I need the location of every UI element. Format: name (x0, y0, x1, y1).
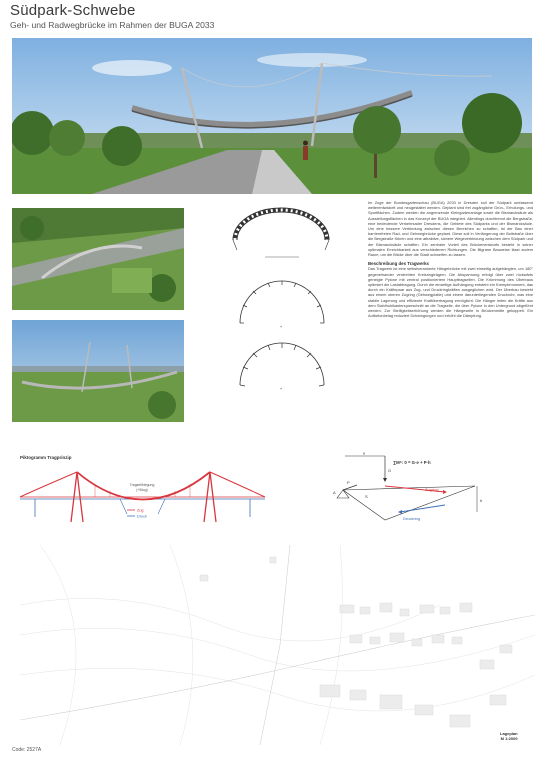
svg-text:+: + (279, 386, 283, 391)
svg-text:+: + (279, 324, 283, 329)
label-g: G (388, 468, 392, 473)
page-title: Südpark-Schwebe (10, 2, 136, 19)
legend-druck: Druck (137, 514, 147, 519)
label-sa: S (365, 494, 368, 499)
label-a: A (333, 490, 336, 495)
entry-code: Code: 2527A (12, 747, 42, 753)
intro-paragraph: Im Zuge der Bundesgartenschau (BUGA) 2033 in Dresden soll der Südpark umfassend weiterentwickelt und neugestaltet werden. Geplant sind frei zugängliche Grün-, Erholungs- und Sportflächen. Zudem werden die angrenzende Kleingartenanlage sowie die Bismarcksäule als Ausstellungsflächen in das Konzept der BUGA integriert. Allerdings durchtrennt die Bergstraße, eine bedeutende Verkehrsader Dresdens, die Gebiete des Südparks und der Bismarcksäule. Um eine bessere Verbindung zwischen diesen Bereichen zu schaffen, ist der Bau einer barrierefreien Rad- und Gehwegbrücke geplant. Diese soll in Verlängerung der Boltstraße über die Bergstraße führen und eine attraktive, sichere Wegeverbindung zwischen dem Südpark und der Bismarcksäule schaffen. Ein zentraler Vorteil des Brückenentwurfs besteht in seiner optimalen Erreichbarkeit aus verschiedenen Richtungen. Die filigrane Bauweise lässt zudem Raum, um die Blicke über die Stadt schweifen zu lassen. (368, 200, 533, 258)
structure-heading: Beschreibung des Tragwerks (368, 261, 430, 267)
moment-equation: ∑Mᴬ: 0 = G·e + P·h (393, 460, 431, 465)
cable-label-1: Tragseilbiegung (129, 483, 155, 487)
site-plan-label (500, 731, 518, 741)
site-plan (20, 545, 535, 745)
hero-rendering (12, 38, 532, 194)
label-h: h (480, 498, 483, 503)
legend-zug: Zug (137, 508, 144, 513)
aerial-render-2 (12, 320, 184, 422)
page-subtitle: Geh- und Radwegbrücke im Rahmen der BUGA 2033 (10, 20, 215, 30)
force-diagram (325, 450, 505, 530)
pictogram-diagram (15, 462, 270, 532)
description-text (368, 200, 533, 322)
label-druckring: Druckring (403, 516, 421, 521)
label-p: P (347, 480, 350, 485)
label-zugring: Zugring (425, 487, 439, 492)
ring-section-drawings (215, 205, 350, 420)
site-plan-scale: M 1:2000 (500, 736, 518, 741)
structure-paragraph: Das Tragwerk ist eine selbstverankerte Hängebrücke mit zwei einseitig aufgehängten, um 180° gegeneinander verdrehten Kreisringträgern. Die Abspannung erfolgt über zwei rückwärts geneigte Pylone mit zentral positioniertem Haupttragseilen. Die Krümmung des Überbaus optimiert die Lastabtragung. Durch die einseitige Aufhängung entsteht ein Kremplemoment, das durch ein Kräftepaar aus Zug- und Druckringkräften ausgeglichen wird. Der Überbau besteht aus einem oberen Zugring (Gehwegplatte) und einem darunterliegenden Druckrohr, was eine stabile Lagerung und effiziente Kraftübertragung ermöglicht. Die Hänger leiten die Kräfte aus dem Stahlhohlkastenquerschnitt an die Tragseile, die über Pylone in den Untergrund abgeführt werden. Zur Steifigkeitserhöhung werden die Hängeseile in Brückenmitte gekoppelt. Ein Aufbetonbelag reduziert Schwingungen und erhöht die Dämpfung. (368, 266, 533, 319)
cable-label-2: (+Biog) (136, 488, 148, 492)
pictogram-title: Piktogramm Tragprinzip (20, 455, 72, 460)
site-plan-title: Lageplan (500, 731, 518, 736)
aerial-render-1 (12, 208, 184, 310)
label-e: e (363, 450, 366, 456)
